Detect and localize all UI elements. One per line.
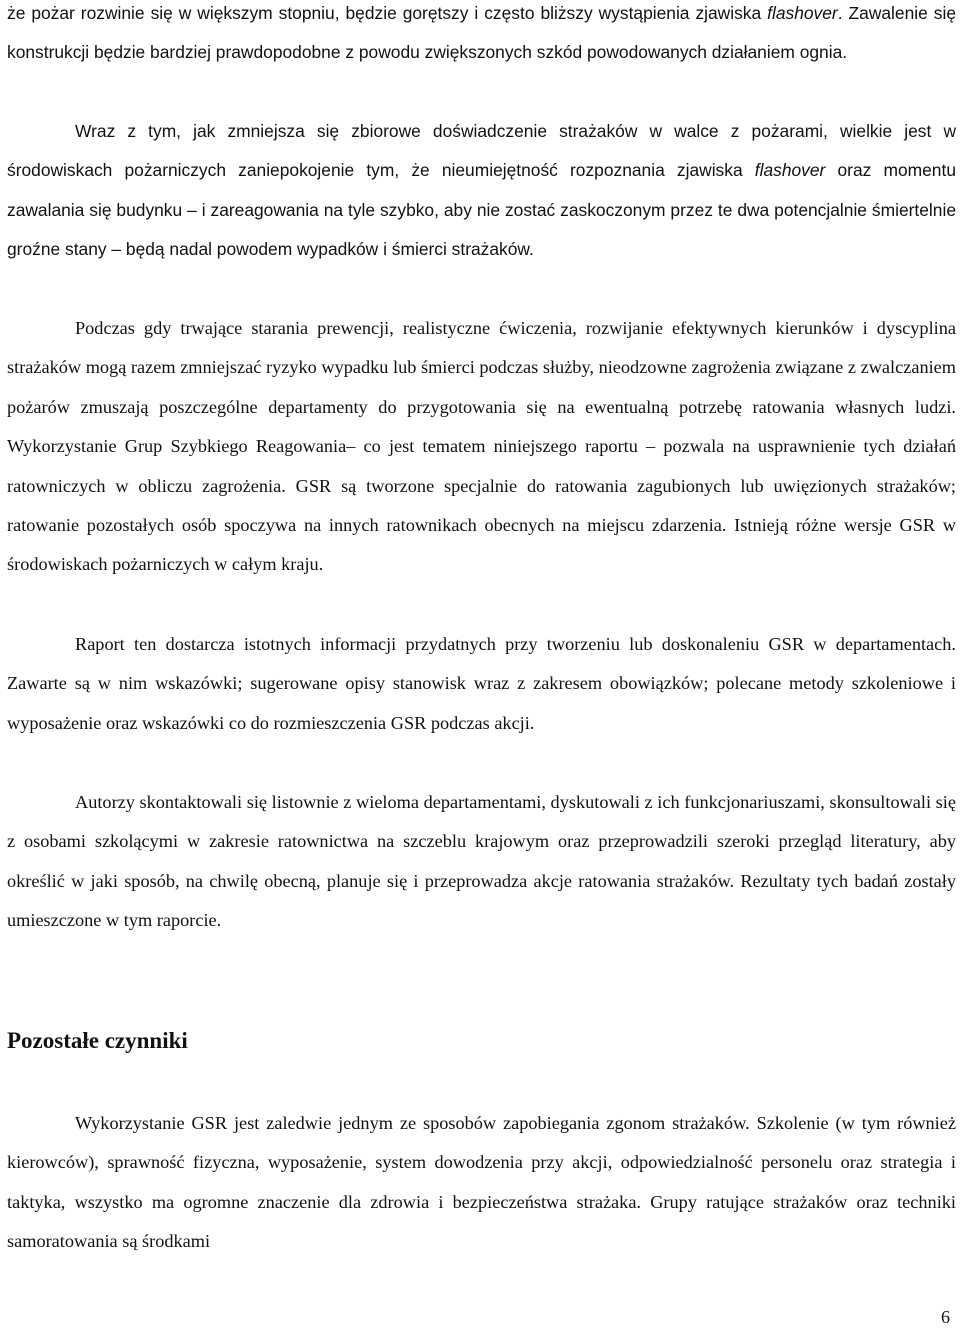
paragraph-text: . Zawalenie się konstrukcji będzie bardziej prawdopodobne z powodu zwiększonych szkód powodowanych działaniem ognia. (7, 3, 956, 63)
italic-term: flashover (754, 160, 826, 181)
paragraph-prevention: Podczas gdy trwające starania prewencji, realistyczne ćwiczenia, rozwijanie efektywnych kierunków i dyscyplina strażaków mogą razem zmniejszać ryzyko wypadku lub śmierci podczas służby, nieodzowne zagrożenia związane z zwalczaniem pożarów zmuszają poszczególne departamenty do przygotowania się na ewentualną potrzebę ratowania własnych ludzi. Wykorzystanie Grup Szybkiego Reagowania– co jest tematem niniejszego raportu – pozwala na usprawnienie tych działań ratowniczych w obliczu zagrożenia. GSR są tworzone specjalnie do ratowania zagubionych lub uwięzionych strażaków; ratowanie pozostałych osób spoczywa na innych ratownikach obecnych na miejscu zdarzenia. Istnieją różne wersje GSR w środowiskach pożarniczych w całym kraju. (7, 318, 956, 575)
paragraph-continuation (7, 0, 956, 73)
page-number: 6 (941, 1307, 950, 1327)
document-page (7, 0, 956, 1330)
paragraph-authors: Autorzy skontaktowali się listownie z wieloma departamentami, dyskutowali z ich funkcjonariuszami, skonsultowali się z osobami szkolącymi w zakresie ratownictwa na szczeblu krajowym oraz przeprowadzili szeroki przegląd literatury, aby określić w jaki sposób, na chwilę obecną, planuje się i przeprowadza akcje ratowania strażaków. Rezultaty tych badań zostały umieszczone w tym raporcie. (7, 792, 956, 931)
italic-term: flashover (767, 3, 838, 23)
paragraph-experience (7, 112, 956, 270)
paragraph-other-factors: Wykorzystanie GSR jest zaledwie jednym ze sposobów zapobiegania zgonom strażaków. Szkolenie (w tym również kierowców), sprawność fizyczna, wyposażenie, system dowodzenia przy akcji, odpowiedzialność personelu oraz strategia i taktyka, wszystko ma ogromne znaczenie dla zdrowia i bezpieczeństwa strażaka. Grupy ratujące strażaków oraz techniki samoratowania są środkami (7, 1113, 956, 1252)
paragraph-report: Raport ten dostarcza istotnych informacji przydatnych przy tworzeniu lub doskonaleniu GSR w departamentach. Zawarte są w nim wskazówki; sugerowane opisy stanowisk wraz z zakresem obowiązków; polecane metody szkoleniowe i wyposażenie oraz wskazówki co do rozmieszczenia GSR podczas akcji. (7, 634, 956, 733)
paragraph-text: Wraz z tym, jak zmniejsza się zbiorowe doświadczenie strażaków w walce z pożarami, wielkie jest w środowiskach pożarniczych zaniepokojenie tym, że nieumiejętność rozpoznania zjawiska (7, 121, 956, 181)
paragraph-text: oraz momentu zawalania się budynku – i zareagowania na tyle szybko, aby nie zostać zaskoczonym przez te dwa potencjalnie śmiertelnie groźne stany – będą nadal powodem wypadków i śmierci strażaków. (7, 160, 956, 260)
paragraph-text: że pożar rozwinie się w większym stopniu, będzie gorętszy i często bliższy wystąpienia zjawiska (7, 3, 768, 23)
section-heading: Pozostałe czynniki (7, 1028, 188, 1053)
